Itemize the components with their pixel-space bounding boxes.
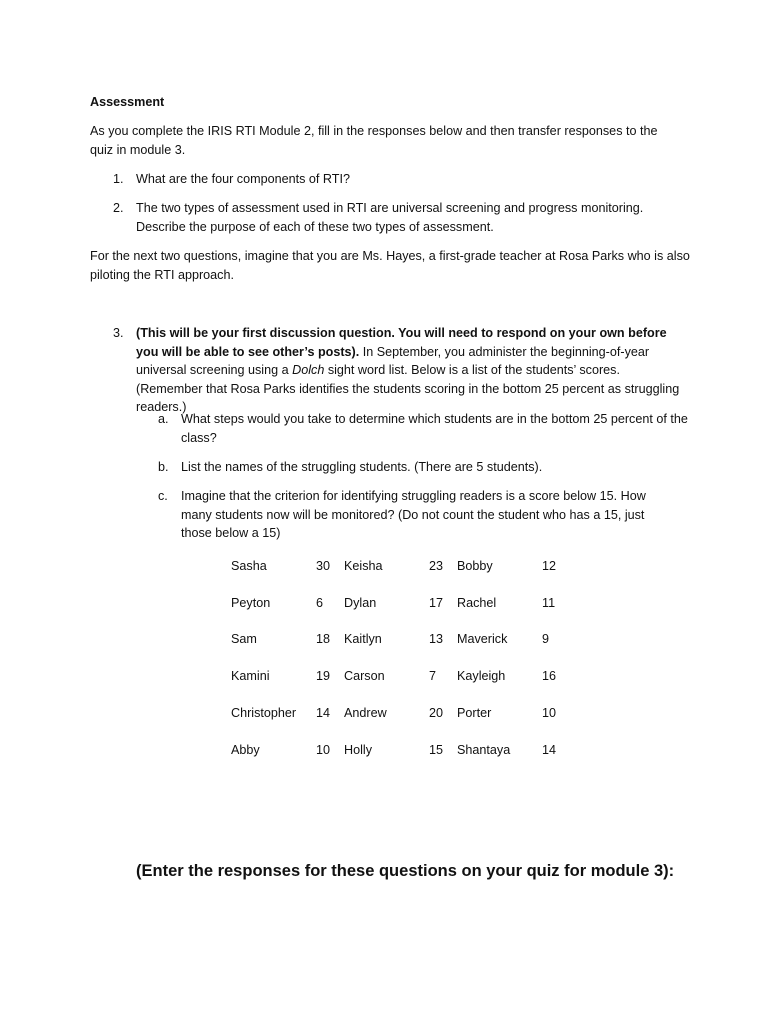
student-name: Andrew (344, 706, 387, 720)
sub-b-text: List the names of the struggling students. (There are 5 students). (181, 460, 543, 474)
student-name: Maverick (457, 632, 508, 646)
student-score: 17 (429, 596, 444, 610)
student-name: Shantaya (457, 743, 511, 757)
student-score: 16 (542, 669, 557, 683)
student-name: Holly (344, 743, 372, 757)
scenario-paragraph: For the next two questions, imagine that you are Ms. Hayes, a first-grade teacher at Rosa Parks who is also piloting the RTI approach. (90, 249, 690, 282)
q3-text-a: In September, you administer the beginning-of-year universal screening using a (136, 344, 650, 378)
student-score: 30 (316, 559, 331, 573)
student-score: 14 (316, 706, 331, 720)
student-name: Keisha (344, 559, 383, 573)
q1-number: 1. (113, 172, 124, 186)
q3-text (136, 324, 681, 417)
q2-text: The two types of assessment used in RTI are universal screening and progress monitoring. Describe the purpose of each of these two types of assessment. (136, 201, 644, 234)
student-score: 15 (429, 743, 444, 757)
q3-italic-text: Dolch (292, 363, 325, 378)
final-instruction: (Enter the responses for these questions on your quiz for module 3): (136, 862, 675, 880)
student-score: 10 (316, 743, 331, 757)
student-name: Kaitlyn (344, 632, 382, 646)
sub-c-letter: c. (158, 489, 168, 503)
q3-text-b: sight word list. Below is a list of the students’ scores. (Remember that Rosa Parks identifies the students scoring in the bottom 25 percent as struggling readers.) (136, 363, 680, 415)
sub-b-letter: b. (158, 460, 169, 474)
intro-paragraph: As you complete the IRIS RTI Module 2, fill in the responses below and then transfer responses to the quiz in module 3. (90, 124, 658, 157)
student-name: Christopher (231, 706, 297, 720)
student-score: 23 (429, 559, 444, 573)
student-score: 11 (542, 596, 556, 610)
student-name: Dylan (344, 596, 377, 610)
q3-bold-text: (This will be your first discussion question. You will need to respond on your own before you will be able to see other’s posts). (136, 326, 667, 359)
sub-c-text: Imagine that the criterion for identifying struggling readers is a score below 15. How many students now will be monitored? (Do not count the student who has a 15, just those below a 15) (181, 489, 646, 541)
student-score: 10 (542, 706, 557, 720)
student-score: 6 (316, 596, 324, 610)
student-score: 20 (429, 706, 444, 720)
student-score: 13 (429, 632, 444, 646)
student-name: Abby (231, 743, 260, 757)
q3-number: 3. (113, 326, 124, 340)
student-score: 18 (316, 632, 331, 646)
student-name: Sam (231, 632, 257, 646)
student-name: Bobby (457, 559, 493, 573)
student-name: Rachel (457, 596, 497, 610)
student-score: 19 (316, 669, 331, 683)
sub-a-text: What steps would you take to determine which students are in the bottom 25 percent of the class? (181, 412, 688, 445)
student-name: Kayleigh (457, 669, 506, 683)
student-name: Sasha (231, 559, 267, 573)
student-name: Peyton (231, 596, 271, 610)
q1-text: What are the four components of RTI? (136, 172, 350, 186)
student-score: 12 (542, 559, 557, 573)
student-name: Porter (457, 706, 492, 720)
student-score: 7 (429, 669, 437, 683)
sub-a-letter: a. (158, 412, 169, 426)
student-name: Carson (344, 669, 385, 683)
student-score: 9 (542, 632, 550, 646)
student-name: Kamini (231, 669, 270, 683)
heading: Assessment (90, 95, 165, 109)
student-score: 14 (542, 743, 557, 757)
q2-number: 2. (113, 201, 124, 215)
